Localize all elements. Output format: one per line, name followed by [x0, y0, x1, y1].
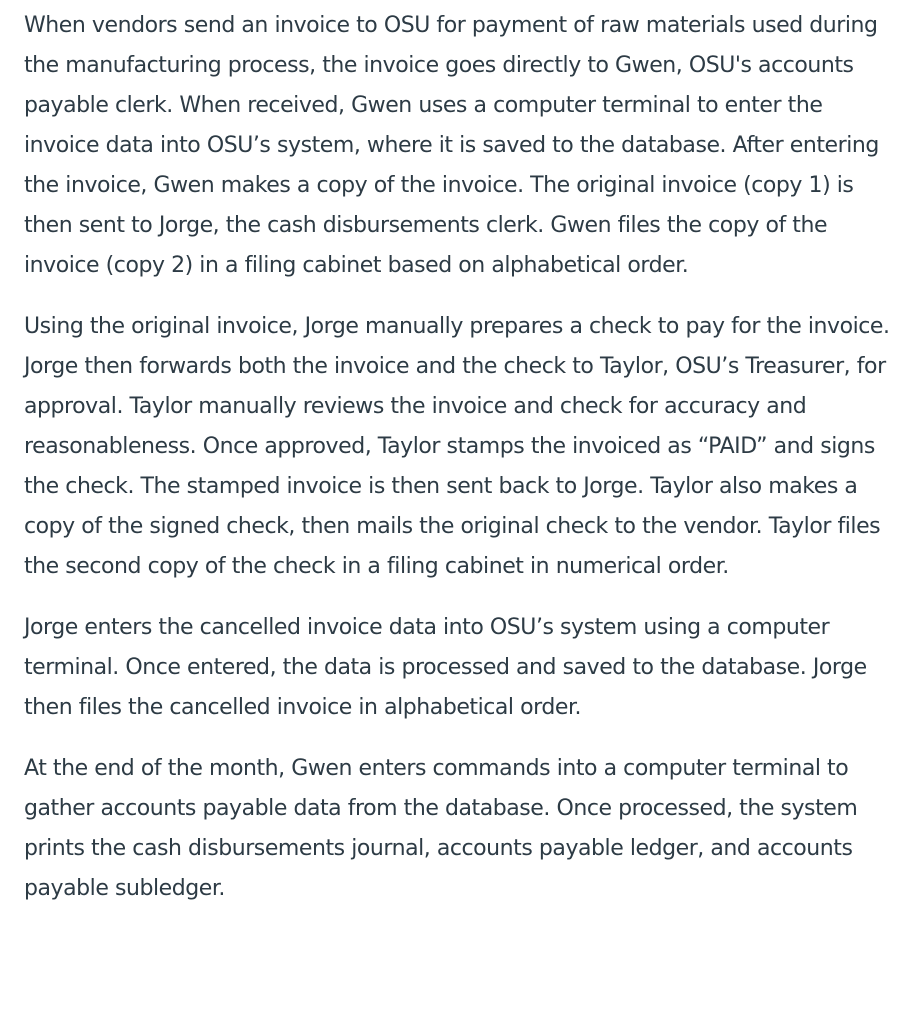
paragraph-jorge-cancelled-invoice: Jorge enters the cancelled invoice data into OSU’s system using a computer terminal. Once entered, the data is processed and saved to the database. Jorge then files the cancelled invoice in alphabetical order. [24, 615, 867, 720]
paragraph-jorge-check-preparation: Using the original invoice, Jorge manually prepares a check to pay for the invoice. Jorge then forwards both the invoice and the check to Taylor, OSU’s Treasurer, for approval. Taylor manually reviews the invoice and check for accuracy and reasonableness. Once approved, Taylor stamps the invoiced as “PAID” and signs the check. The stamped invoice is then sent back to Jorge. Taylor also makes a copy of the signed check, then mails the original check to the vendor. Taylor files the second copy of the check in a filing cabinet in numerical order. [24, 314, 890, 579]
paragraph-gwen-invoice-entry: When vendors send an invoice to OSU for payment of raw materials used during the manufacturing process, the invoice goes directly to Gwen, OSU's accounts payable clerk. When received, Gwen uses a computer terminal to enter the invoice data into OSU’s system, where it is saved to the database. After entering the invoice, Gwen makes a copy of the invoice. The original invoice (copy 1) is then sent to Jorge, the cash disbursements clerk. Gwen files the copy of the invoice (copy 2) in a filing cabinet based on alphabetical order. [24, 13, 879, 278]
paragraph-month-end-reports: At the end of the month, Gwen enters commands into a computer terminal to gather accounts payable data from the database. Once processed, the system prints the cash disbursements journal, accounts payable ledger, and accounts payable subledger. [24, 756, 858, 901]
